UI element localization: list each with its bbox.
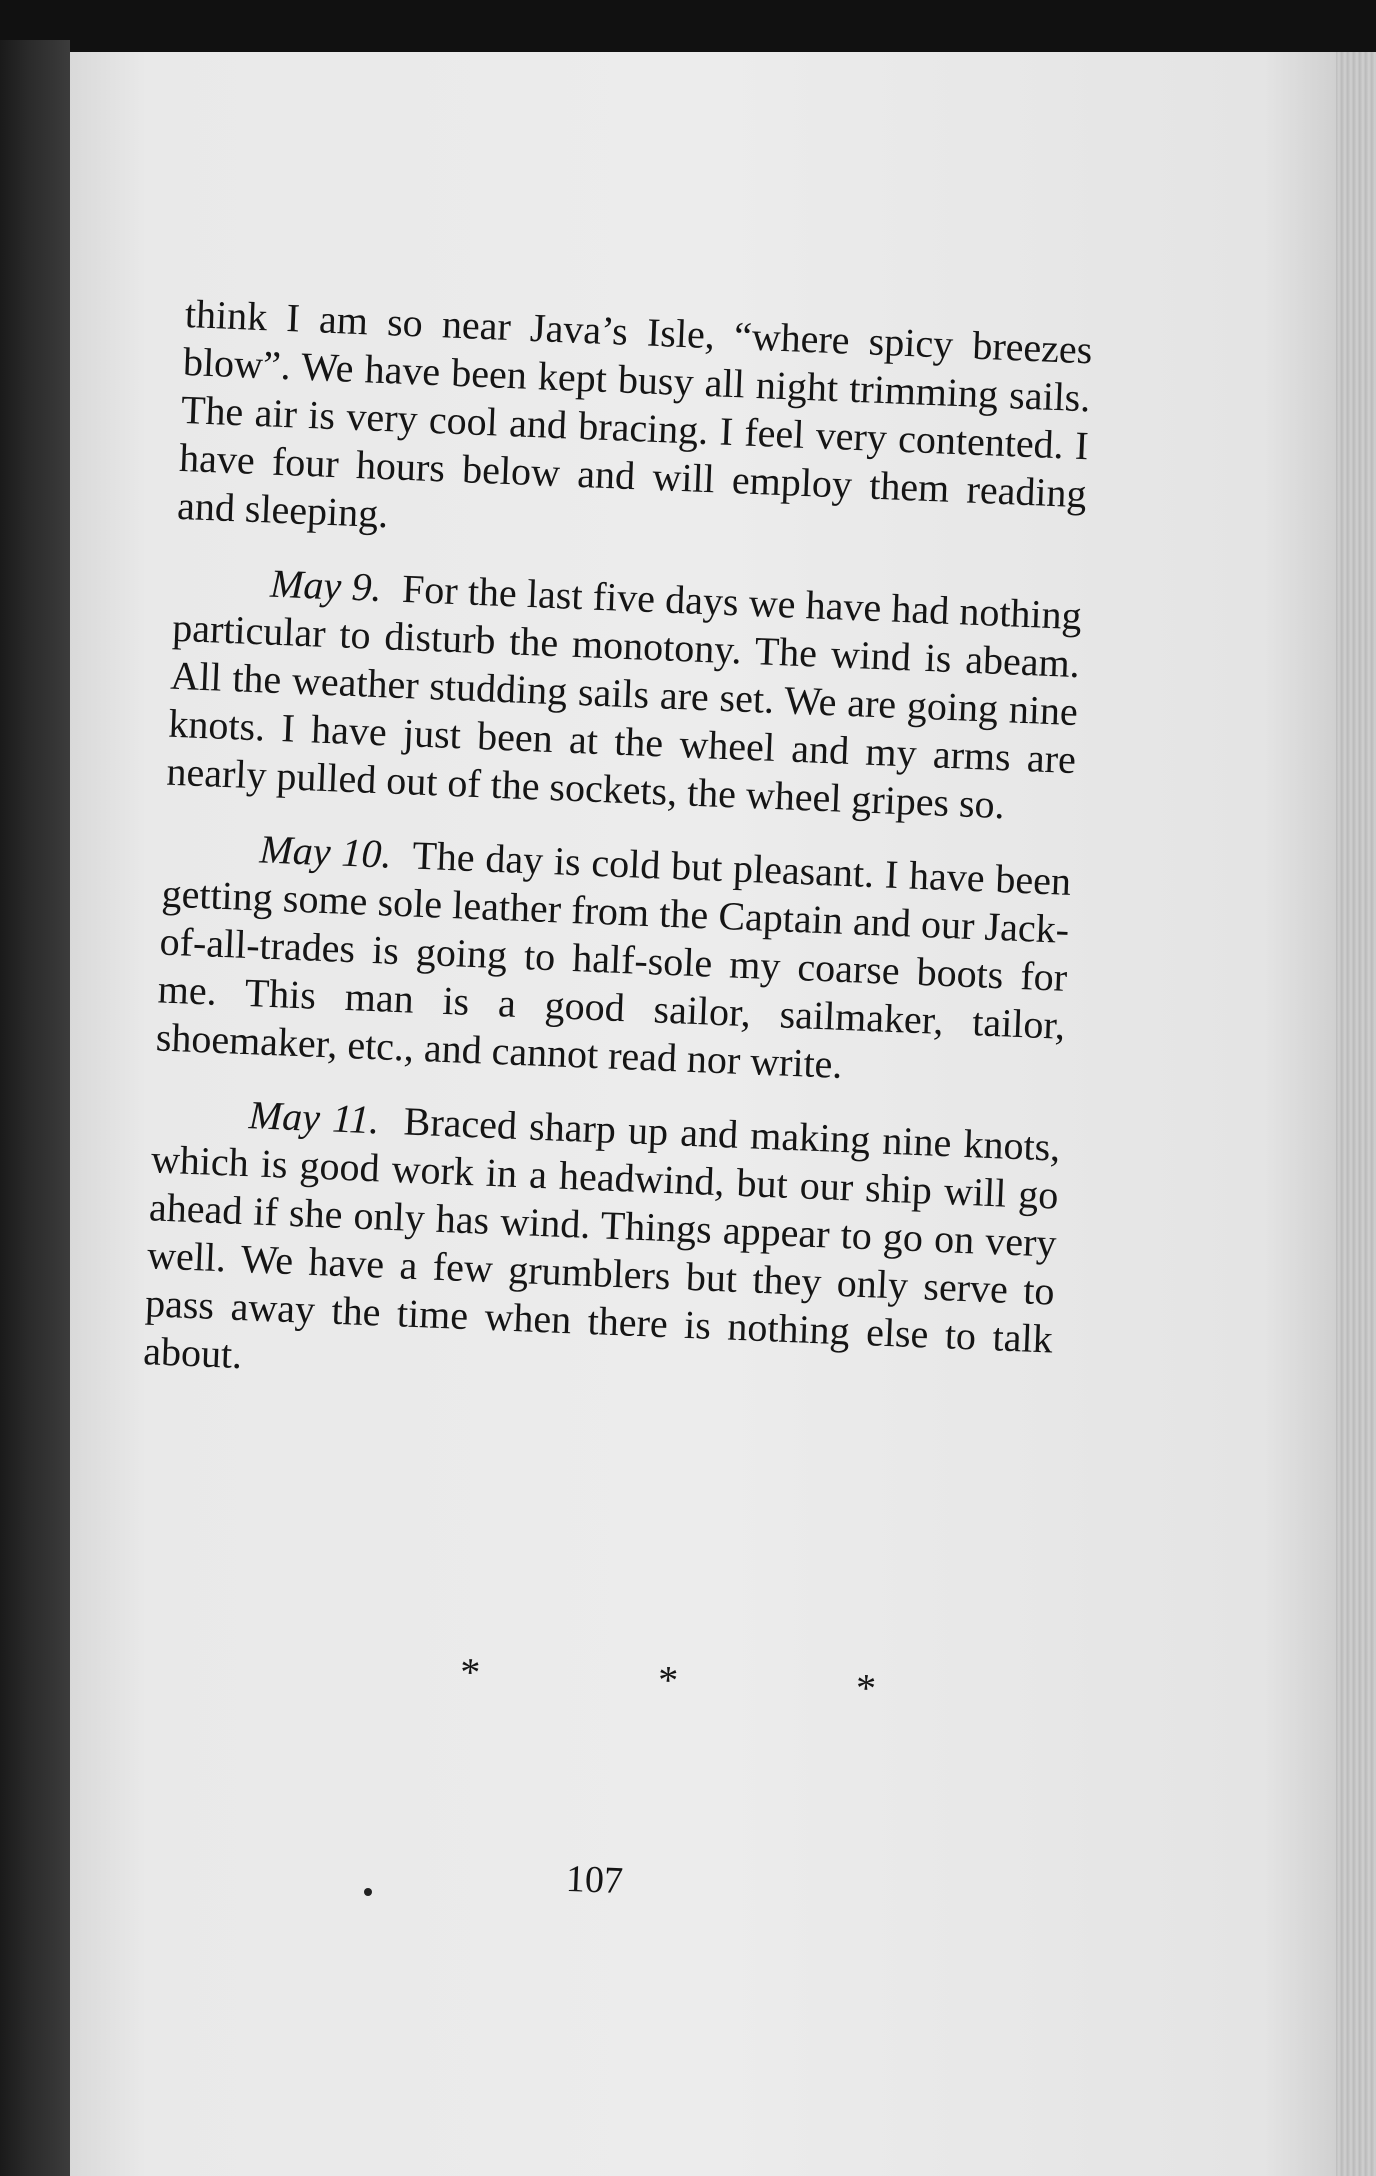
entry-date: May 9. — [269, 560, 383, 611]
diary-entry-may-10 — [155, 822, 1072, 1098]
entry-text: Braced sharp up and making nine knots, which is good work in a headwind, but our ship will go ahead if she only has wind. Things appear to go on very well. We have a few grumblers but they only serve to pass away the time when there is nothing else to talk about. — [142, 1098, 1062, 1378]
entry-date: May 10. — [258, 826, 393, 877]
diary-entry-may-11 — [142, 1087, 1061, 1411]
paragraph-text: think I am so near Java’s Isle, “where spicy breezes blow”. We have been kept busy all night trimming sails. The air is very cool and bracing. I feel very contented. I have four hours below and will employ them reading and sleeping. — [176, 290, 1094, 537]
entry-date: May 11. — [248, 1092, 381, 1143]
entry-text: The day is cold but pleasant. I have been getting some sole leather from the Captain and our Jack-of-all-trades is going to half-sole my coarse boots for me. This man is a good sailor, sailmaker, tailor, shoemaker, etc., and cannot read nor write. — [155, 832, 1072, 1087]
diary-entry-may-9 — [166, 556, 1083, 832]
section-break-asterisks: * * * — [459, 1648, 961, 1715]
paragraph-continuation — [176, 290, 1093, 566]
ink-speck — [364, 1888, 372, 1896]
entry-text: For the last five days we have had nothing particular to disturb the monotony. The wind is abeam. All the weather studding sails are set. We are going nine knots. I have just been at the wheel and my arms are nearly pulled out of the sockets, the wheel gripes so. — [165, 565, 1083, 828]
page-body-text — [141, 290, 1093, 1438]
book-spine-shadow — [0, 40, 70, 2176]
page-edge-stack — [1336, 52, 1376, 2176]
page-number: 107 — [565, 1857, 624, 1903]
